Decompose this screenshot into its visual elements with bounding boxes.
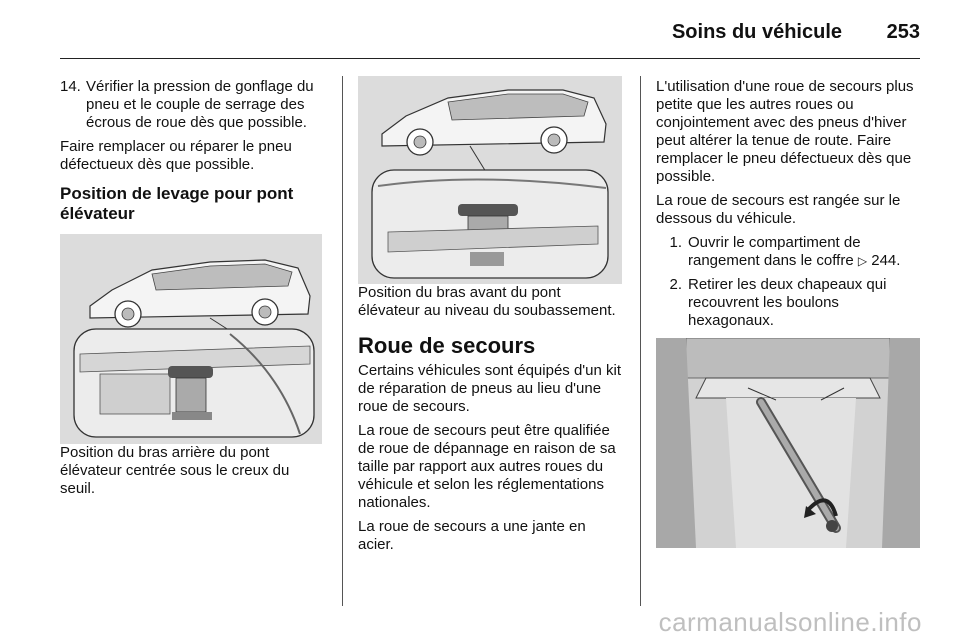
list-item-14: [60, 78, 326, 132]
section-heading: Position de levage pour pont élévateur: [60, 184, 294, 223]
column-divider: [342, 76, 343, 606]
list-text: [688, 234, 922, 270]
triangle-ref-icon: ▷: [857, 254, 868, 268]
column-left: [60, 78, 326, 504]
list-text: Retirer les deux chapeaux qui recouvrent les boulons hexagonaux.: [688, 276, 887, 329]
rear-lift-point-illustration: [60, 234, 322, 444]
page-number: 253: [886, 21, 920, 43]
section-heading: Roue de secours: [358, 333, 536, 358]
list-item-2: [656, 276, 922, 330]
paragraph: La roue de secours est rangée sur le dessous du véhicule.: [656, 192, 901, 227]
column-right: [656, 78, 922, 548]
list-number: 14.: [60, 78, 81, 95]
paragraph: Faire remplacer ou réparer le pneu défectueux dès que possible.: [60, 138, 292, 173]
list-number: 1.: [669, 234, 682, 251]
figure-caption: Position du bras avant du pont élévateur au niveau du soubassement.: [358, 284, 616, 319]
trunk-storage-illustration: [656, 338, 920, 548]
paragraph: La roue de secours a une jante en acier.: [358, 518, 586, 553]
paragraph: La roue de secours peut être qualifiée de roue de dépannage en raison de sa taille par rapport aux autres roues du véhicule et selon les réglementations nationales.: [358, 422, 616, 511]
header-rule: [60, 58, 920, 59]
column-divider: [640, 76, 641, 606]
list-text: Vérifier la pression de gonflage du pneu et le couple de serrage des écrous de roue dès que possible.: [86, 78, 314, 131]
list-text-part: Ouvrir le compartiment de rangement dans le coffre: [688, 234, 861, 269]
watermark: carmanualsonline.info: [658, 607, 922, 637]
list-number: 2.: [669, 276, 682, 293]
list-text-part: 244.: [867, 252, 901, 269]
column-middle: [358, 78, 624, 560]
page-header: [60, 0, 920, 60]
paragraph: L'utilisation d'une roue de secours plus petite que les autres roues ou conjointement avec des pneus d'hiver peut altérer la tenue de route. Faire remplacer le pneu défectueux dès que possible.: [656, 78, 914, 185]
paragraph: Certains véhicules sont équipés d'un kit de réparation de pneus au lieu d'une roue de secours.: [358, 362, 622, 415]
list-item-1: [656, 234, 922, 270]
figure-caption: Position du bras arrière du pont élévateur centrée sous le creux du seuil.: [60, 444, 290, 497]
section-title: Soins du véhicule: [671, 21, 842, 43]
front-lift-point-illustration: [358, 76, 622, 284]
